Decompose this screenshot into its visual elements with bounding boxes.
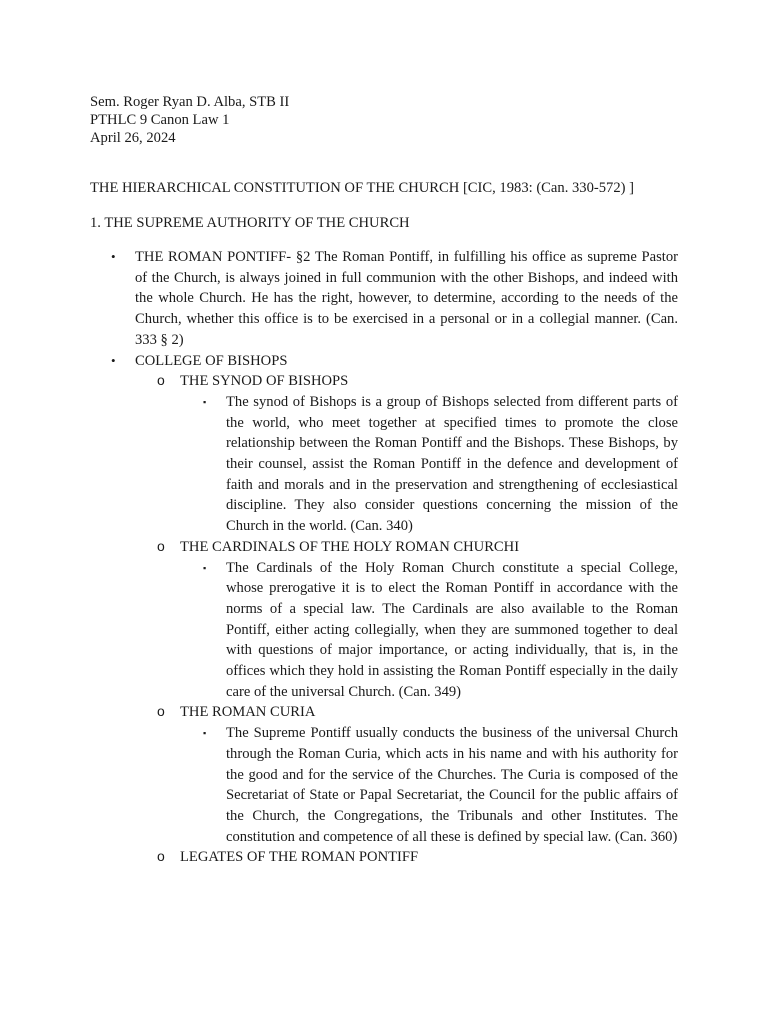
circle-marker: o — [157, 537, 165, 554]
document-title: THE HIERARCHICAL CONSTITUTION OF THE CHURCH [CIC, 1983: (Can. 330-572) ] — [90, 180, 634, 196]
roman-pontiff-text: THE ROMAN PONTIFF- §2 The Roman Pontiff, in fulfilling his office as supreme Pastor of the Church, is always joined in full communion with the other Bishops, and indeed with the whole Church. He has the right, however, to determine, according to the needs of the Church, whether this office is to be exercised in a personal or in a collegial manner. (Can. 333 § 2) — [135, 249, 678, 348]
list-item-synod-text — [90, 392, 678, 537]
cardinals-text: The Cardinals of the Holy Roman Church constitute a special College, whose prerogative it is to elect the Roman Pontiff in accordance with the norms of a special law. The Cardinals are also available to the Roman Pontiff, either acting collegially, when they are summoned together to deal with questions of major importance, or acting individually, that is, in the offices which they hold in assisting the Roman Pontiff especially in the daily care of the universal Church. (Can. 349) — [226, 559, 678, 700]
list-item-roman-pontiff — [90, 247, 678, 351]
document-header — [90, 93, 289, 147]
synod-text: The synod of Bishops is a group of Bishops selected from different parts of the world, who meet together at specified times to promote the close relationship between the Roman Pontiff and the Bishops. These Bishops, by their counsel, assist the Roman Pontiff in the defence and development of faith and morals and in the preservation and strengthening of ecclesiastical discipline. They also consider questions concerning the mission of the Church in the world. (Can. 340) — [226, 393, 678, 535]
curia-heading: THE ROMAN CURIA — [180, 704, 316, 721]
date-line: April 26, 2024 — [90, 130, 176, 146]
list-item-cardinals-text — [90, 558, 678, 703]
outline-list — [90, 247, 678, 868]
list-item-college — [90, 351, 678, 372]
section-heading: 1. THE SUPREME AUTHORITY OF THE CHURCH — [90, 215, 410, 231]
list-item-curia — [90, 702, 678, 723]
cardinals-heading: THE CARDINALS OF THE HOLY ROMAN CHURCHI — [180, 538, 520, 555]
circle-marker: o — [157, 703, 165, 720]
square-marker: ▪ — [203, 396, 207, 407]
circle-marker: o — [157, 848, 165, 865]
bullet-marker: • — [111, 352, 116, 368]
curia-text: The Supreme Pontiff usually conducts the business of the universal Church through the Roman Curia, which acts in his name and with his authority for the good and for the service of the Churches. The Curia is composed of the Secretariat of State or Papal Secretariat, the Council for the public affairs of the Church, the Congregations, the Tribunals and other Institutes. The constitution and competence of all these is defined by special law. (Can. 360) — [226, 725, 678, 845]
bullet-marker: • — [111, 249, 116, 264]
list-item-cardinals — [90, 537, 678, 558]
course-line: PTHLC 9 Canon Law 1 — [90, 112, 230, 128]
list-item-synod — [90, 371, 678, 392]
legates-heading: LEGATES OF THE ROMAN PONTIFF — [180, 849, 419, 866]
list-item-legates — [90, 847, 678, 868]
college-heading: COLLEGE OF BISHOPS — [135, 352, 288, 369]
square-marker: ▪ — [203, 562, 207, 573]
synod-heading: THE SYNOD OF BISHOPS — [180, 373, 349, 390]
circle-marker: o — [157, 372, 165, 389]
author-line: Sem. Roger Ryan D. Alba, STB II — [90, 94, 290, 110]
square-marker: ▪ — [203, 728, 207, 739]
list-item-curia-text — [90, 723, 678, 847]
